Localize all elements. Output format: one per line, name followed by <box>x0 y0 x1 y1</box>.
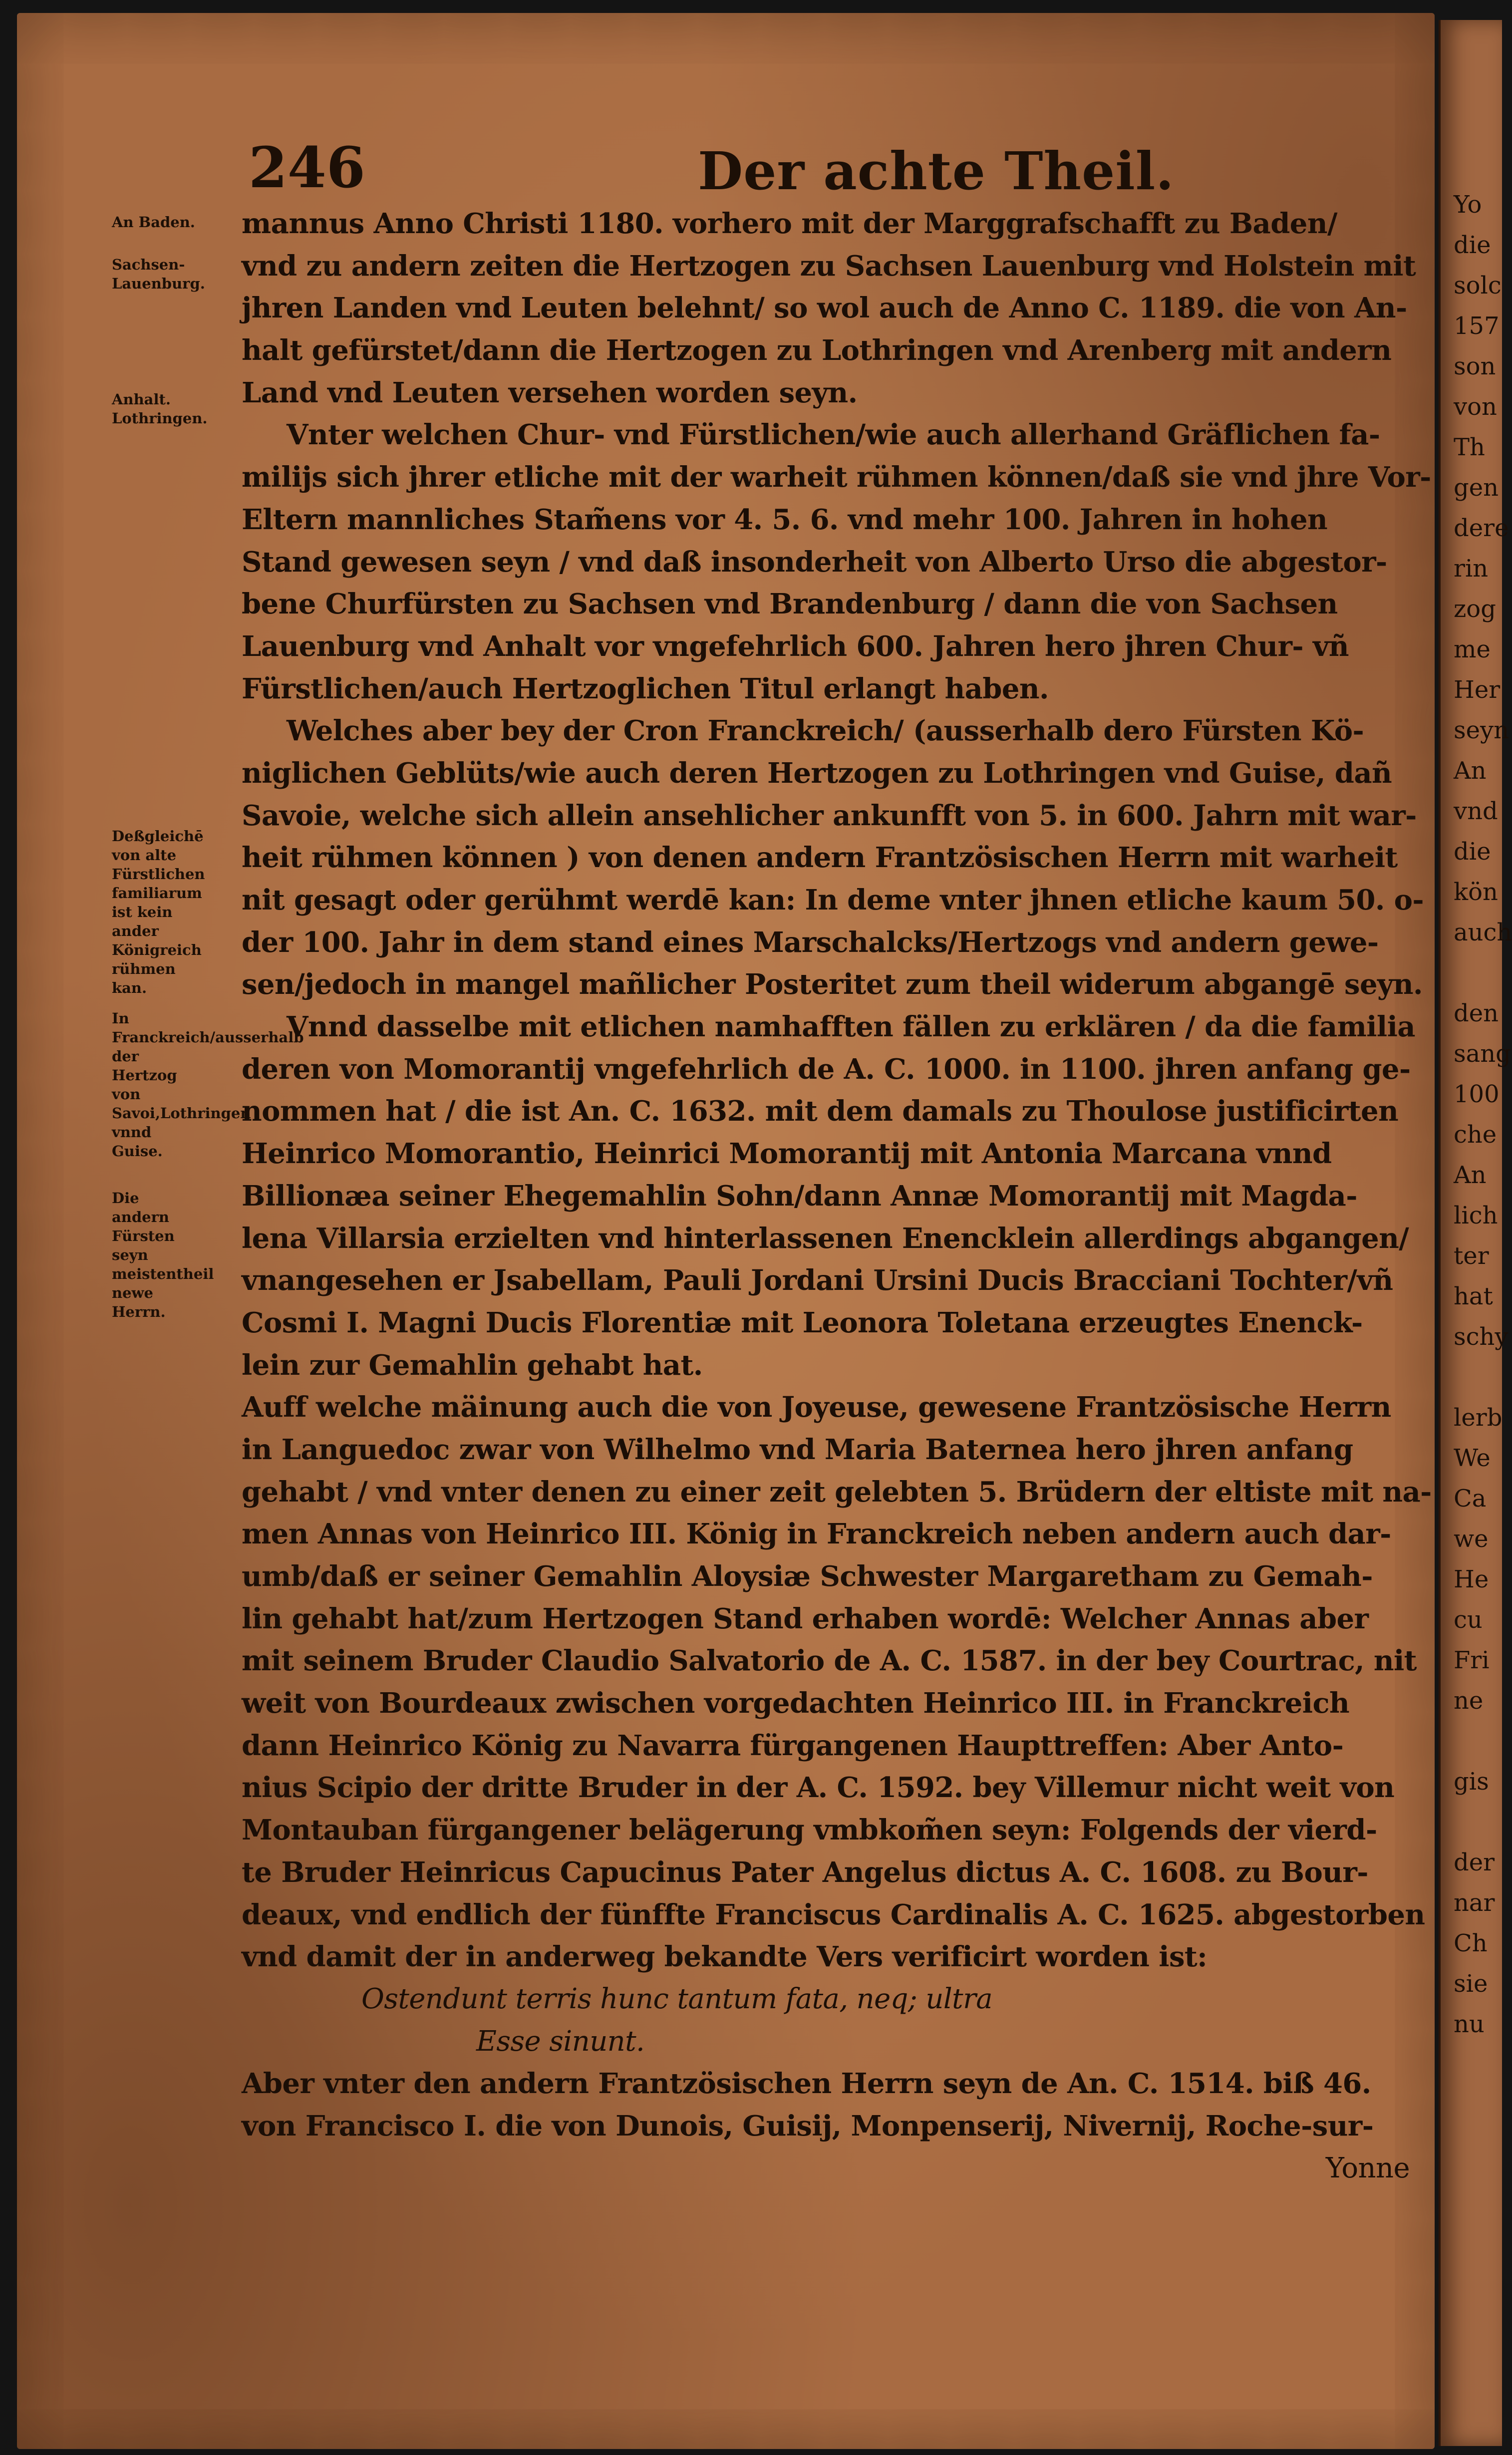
adjacent-page-fragment: ter <box>1454 1242 1489 1270</box>
text-line: milijs sich jhrer etliche mit der warheit rühmen können/daß sie vnd jhre Vor- <box>242 461 1431 494</box>
margin-note: Die andern Fürsten seyn meistentheil newe Herrn. <box>112 1190 214 1320</box>
text-line: jhren Landen vnd Leuten belehnt/ so wol auch de Anno C. 1189. die von An- <box>242 292 1407 325</box>
adjacent-page-fragment <box>1441 1802 1502 1842</box>
body-text <box>242 203 1432 2189</box>
adjacent-page-fragment: me <box>1454 635 1491 663</box>
text-line: weit von Bourdeaux zwischen vorgedachten Heinrico III. in Franckreich <box>242 1687 1350 1720</box>
adjacent-page-fragment: sie <box>1454 1970 1488 1998</box>
adjacent-page-fragment: zog <box>1454 595 1496 623</box>
adjacent-page-fragment: lerb <box>1454 1404 1503 1432</box>
adjacent-page-fragment: An <box>1454 1161 1487 1189</box>
text-line: Savoie, welche sich allein ansehlicher ankunfft von 5. in 600. Jahrn mit war- <box>242 799 1417 832</box>
adjacent-page-fragment: solc <box>1454 272 1502 300</box>
adjacent-page-fragment: dere <box>1454 514 1509 542</box>
text-line: gehabt / vnd vnter denen zu einer zeit gelebten 5. Brüdern der eltiste mit na- <box>242 1475 1432 1509</box>
text-line: nius Scipio der dritte Bruder in der A. C. 1592. bey Villemur nicht weit von <box>242 1771 1395 1805</box>
adjacent-page-fragment: gen <box>1454 474 1499 502</box>
text-line: Lauenburg vnd Anhalt vor vngefehrlich 600. Jahren hero jhren Chur- vñ <box>242 629 1349 663</box>
adjacent-page-fragment: ne <box>1454 1687 1484 1715</box>
adjacent-page-fragment: den <box>1454 999 1499 1027</box>
text-line: nit gesagt oder gerühmt werdē kan: In deme vnter jhnen etliche kaum 50. o- <box>242 884 1424 917</box>
book-page <box>17 13 1435 2449</box>
text-line: Fürstlichen/auch Hertzoglichen Titul erlangt haben. <box>242 672 1049 705</box>
catchword: Yonne <box>1325 2151 1410 2184</box>
adjacent-page-fragment: 100 <box>1454 1080 1500 1108</box>
adjacent-page-fragment: nu <box>1454 2010 1485 2038</box>
text-line: vnd zu andern zeiten die Hertzogen zu Sachsen Lauenburg vnd Holstein mit <box>242 249 1416 283</box>
text-line: Montauban fürgangener belägerung vmbkom̃en seyn: Folgends der vierd- <box>242 1814 1377 1847</box>
text-line: lena Villarsia erzielten vnd hinterlassenen Enencklein allerdings abgangen/ <box>242 1222 1409 1255</box>
adjacent-page-fragment: vnd <box>1454 797 1498 825</box>
adjacent-page-fragment: Th <box>1454 433 1485 461</box>
adjacent-page-fragment: rin <box>1454 555 1489 583</box>
adjacent-page-fragment: schy <box>1454 1323 1509 1351</box>
margin-note: Anhalt. Lothringen. <box>112 391 208 427</box>
text-line: umb/daß er seiner Gemahlin Aloysiæ Schwester Margaretham zu Gemah- <box>242 1560 1373 1593</box>
text-line: dann Heinrico König zu Navarra fürgangenen Haupttreffen: Aber Anto- <box>242 1729 1344 1762</box>
text-line: halt gefürstet/dann die Hertzogen zu Lothringen vnd Arenberg mit andern <box>242 334 1392 367</box>
text-line: mannus Anno Christi 1180. vorhero mit der Marggrafschafft zu Baden/ <box>242 207 1337 240</box>
adjacent-page-edge <box>1439 20 1512 2446</box>
text-line: lein zur Gemahlin gehabt hat. <box>242 1348 703 1382</box>
adjacent-page-fragment: kön <box>1454 878 1498 906</box>
text-line: Heinrico Momorantio, Heinrici Momorantij mit Antonia Marcana vnnd <box>242 1137 1332 1171</box>
adjacent-page-fragment: lich <box>1454 1202 1498 1229</box>
text-line: Auff welche mäinung auch die von Joyeuse, gewesene Frantzösische Herrn <box>242 1391 1391 1424</box>
adjacent-page-fragment: Her <box>1454 676 1501 704</box>
text-line: vnd damit der in anderweg bekandte Vers verificirt worden ist: <box>242 1940 1208 1974</box>
adjacent-page-fragment: 157 <box>1454 312 1500 340</box>
text-line: bene Churfürsten zu Sachsen vnd Brandenburg / dann die von Sachsen <box>242 588 1338 621</box>
text-line: Aber vnter den andern Frantzösischen Herrn seyn de An. C. 1514. biß 46. <box>242 2067 1371 2101</box>
page-number: 246 <box>249 135 365 201</box>
margin-note: Sachsen-Lauenburg. <box>112 256 205 292</box>
adjacent-page-fragment: che <box>1454 1121 1497 1149</box>
text-line: men Annas von Heinrico III. König in Franckreich neben andern auch dar- <box>242 1518 1391 1551</box>
adjacent-page-fragment: die <box>1454 838 1491 866</box>
adjacent-page-fragment: we <box>1454 1525 1489 1553</box>
adjacent-page-fragment <box>1441 1357 1502 1398</box>
verse-line: Esse sinunt. <box>476 2025 645 2058</box>
adjacent-page-fragment: Yo <box>1454 191 1482 219</box>
margin-note: Deßgleichē von alte Fürstlichen familiarum ist kein ander Königreich rühmen kan. <box>112 828 205 996</box>
text-line: Welches aber bey der Cron Franckreich/ (ausserhalb dero Fürsten Kö- <box>287 714 1364 748</box>
running-title: Der achte Theil. <box>698 140 1175 202</box>
adjacent-page-fragment <box>1441 953 1502 993</box>
text-line: Stand gewesen seyn / vnd daß insonderheit von Alberto Urso die abgestor- <box>242 545 1387 579</box>
adjacent-page-fragment: hat <box>1454 1282 1493 1310</box>
adjacent-page-fragment: He <box>1454 1565 1489 1593</box>
verse-line: Ostendunt terris hunc tantum fata, neq; ultra <box>361 1982 993 2015</box>
adjacent-page-fragment: We <box>1454 1444 1491 1472</box>
text-line: vnangesehen er Jsabellam, Pauli Jordani Ursini Ducis Bracciani Tochter/vñ <box>242 1264 1393 1297</box>
text-line: von Francisco I. die von Dunois, Guisij, Monpenserij, Nivernij, Roche-sur- <box>242 2109 1374 2143</box>
adjacent-page-fragment: von <box>1454 393 1497 421</box>
text-line: Land vnd Leuten versehen worden seyn. <box>242 376 858 409</box>
margin-note: An Baden. <box>112 214 195 231</box>
text-line: Cosmi I. Magni Ducis Florentiæ mit Leonora Toletana erzeugtes Enenck- <box>242 1306 1363 1339</box>
text-line: deaux, vnd endlich der fünffte Franciscus Cardinalis A. C. 1625. abgestorben <box>242 1898 1425 1931</box>
adjacent-page-fragment: nar <box>1454 1889 1495 1917</box>
text-line: mit seinem Bruder Claudio Salvatorio de A. C. 1587. in der bey Courtrac, nit <box>242 1644 1417 1678</box>
text-line: te Bruder Heinricus Capucinus Pater Angelus dictus A. C. 1608. zu Bour- <box>242 1855 1368 1889</box>
adjacent-page-fragment: seyn <box>1454 716 1510 744</box>
adjacent-page-fragment: gis <box>1454 1768 1489 1796</box>
adjacent-page-fragment: der <box>1454 1848 1495 1876</box>
adjacent-page-fragment <box>1441 1721 1502 1762</box>
text-line: Eltern mannliches Stam̃ens vor 4. 5. 6. vnd mehr 100. Jahren in hohen <box>242 503 1328 536</box>
text-line: sen/jedoch in mangel mañlicher Posteritet zum theil widerum abgangē seyn. <box>242 968 1423 1001</box>
text-line: Vnnd dasselbe mit etlichen namhafften fällen zu erklären / da die familia <box>287 1010 1415 1044</box>
text-line: der 100. Jahr in dem stand eines Marschalcks/Hertzogs vnd andern gewe- <box>242 925 1379 959</box>
adjacent-page-fragment: die <box>1454 231 1491 259</box>
page-header <box>239 135 1412 210</box>
text-line: Vnter welchen Chur- vnd Fürstlichen/wie auch allerhand Gräflichen fa- <box>287 418 1380 452</box>
text-line: Billionæa seiner Ehegemahlin Sohn/dann Annæ Momorantij mit Magda- <box>242 1179 1357 1213</box>
text-line: heit rühmen können ) von denen andern Frantzösischen Herrn mit warheit <box>242 841 1398 875</box>
adjacent-page-fragment: Ch <box>1454 1929 1488 1957</box>
text-line: deren von Momorantij vngefehrlich de A. C. 1000. in 1100. jhren anfang ge- <box>242 1052 1411 1086</box>
adjacent-page-fragment: Ca <box>1454 1485 1487 1513</box>
text-line: niglichen Geblüts/wie auch deren Hertzogen zu Lothringen vnd Guise, dañ <box>242 756 1392 790</box>
adjacent-page-fragment: son <box>1454 352 1496 380</box>
adjacent-page-fragment: An <box>1454 757 1487 785</box>
adjacent-page-fragment: cu <box>1454 1606 1483 1634</box>
adjacent-page-fragment: Fri <box>1454 1646 1490 1674</box>
text-line: in Languedoc zwar von Wilhelmo vnd Maria Baternea hero jhren anfang <box>242 1433 1353 1466</box>
adjacent-page-fragment: sang <box>1454 1040 1511 1068</box>
text-line: nommen hat / die ist An. C. 1632. mit dem damals zu Thoulose justificirten <box>242 1095 1399 1128</box>
adjacent-page-fragment: auch <box>1454 919 1512 946</box>
text-line: lin gehabt hat/zum Hertzogen Stand erhaben wordē: Welcher Annas aber <box>242 1602 1369 1635</box>
margin-note: In Franckreich/ausserhalb der Hertzog von Savoi,Lothringen vnnd Guise. <box>112 1010 304 1160</box>
